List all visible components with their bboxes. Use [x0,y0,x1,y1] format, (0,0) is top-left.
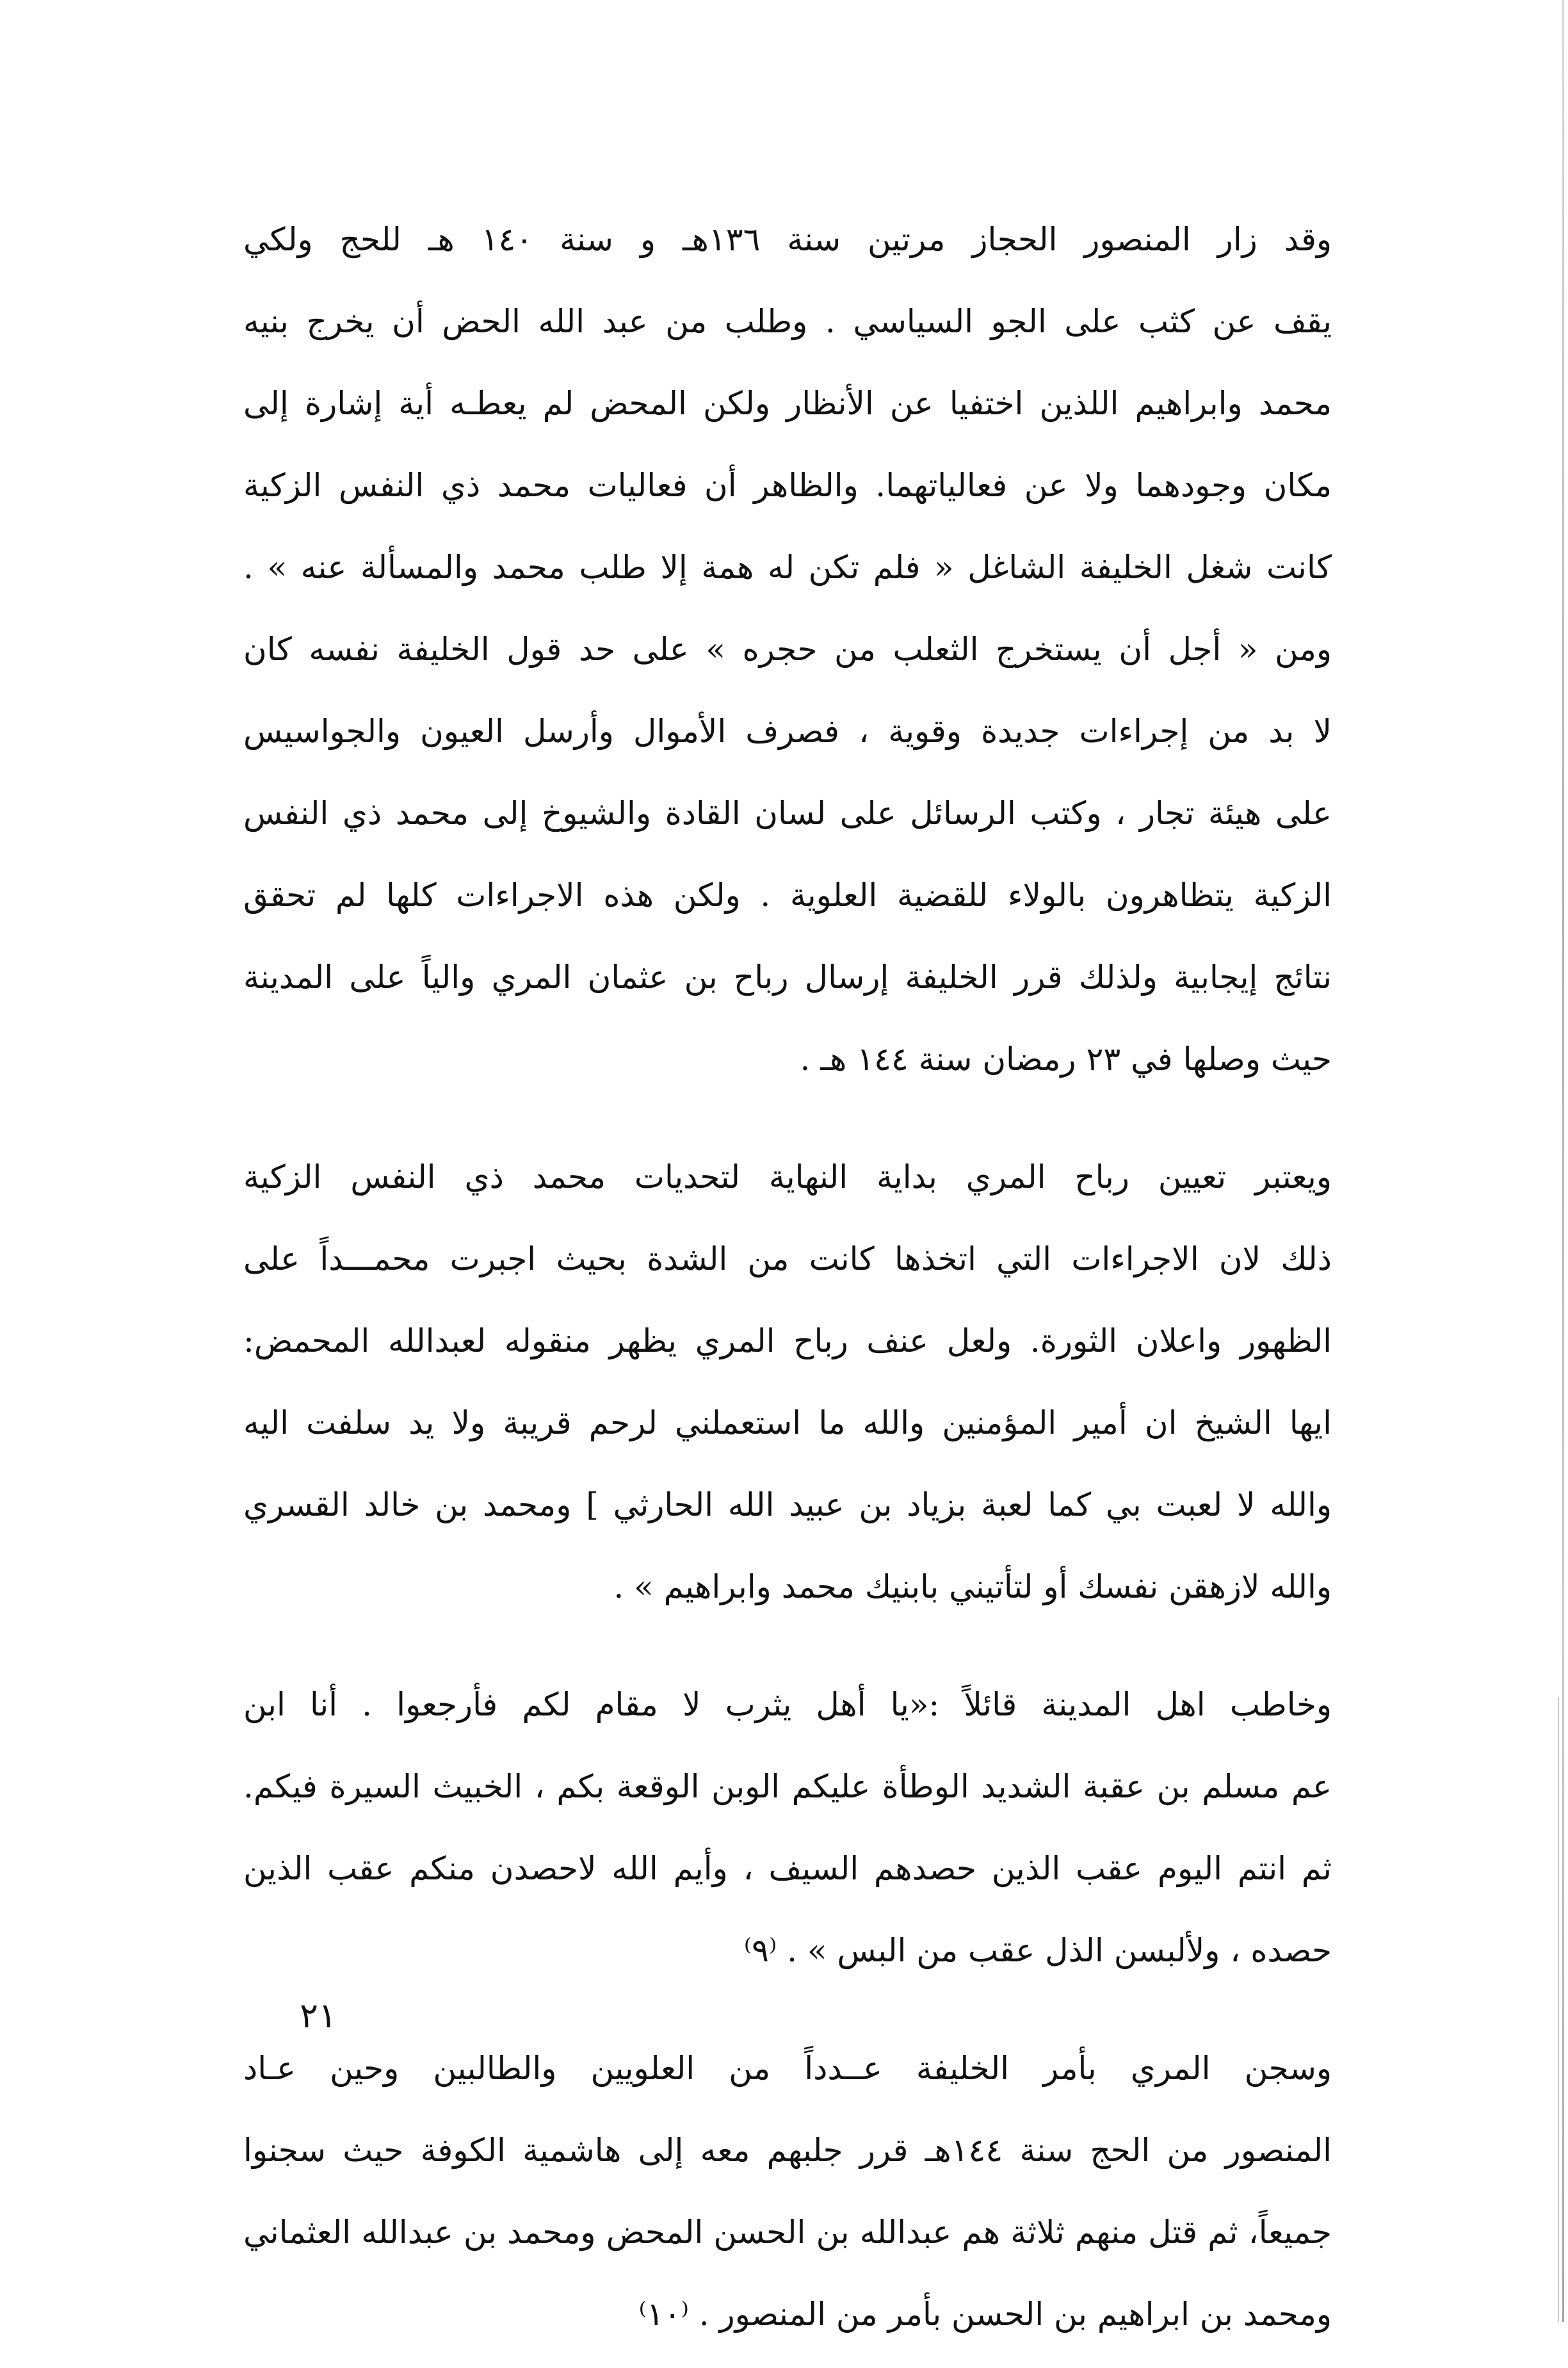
paragraph-4 [243,2027,1332,2355]
text-line: عم مسلم بن عقبة الشديد الوطأة عليكم الوبن الوقعة بكم ، الخبيث السيرة فيكم. [243,1768,1332,1805]
text-line: على هيئة تجار ، وكتب الرسائل على لسان القادة والشيوخ إلى محمد ذي النفس [243,795,1332,832]
text-line: وقد زار المنصور الحجاز مرتين سنة ١٣٦هـ و سنة ١٤٠ هـ للحج ولكي [243,221,1332,258]
text-line: الزكية يتظاهرون بالولاء للقضية العلوية . ولكن هذه الاجراءات كلها لم تحقق [243,877,1332,914]
text-line: وسجن المري بأمر الخليفة عــدداً من العلويين والطالبين وحين عـاد [243,2050,1332,2087]
paragraph-gap [243,2004,1332,2027]
text-line: الظهور واعلان الثورة. ولعل عنف رباح المري يظهر منقوله لعبدالله المحمض: [243,1322,1332,1359]
text-line: نتائج إيجابية ولذلك قرر الخليفة إرسال رباح بن عثمان المري والياً على المدينة [243,959,1332,996]
text-line: ذلك لان الاجراءات التي اتخذها كانت من الشدة بحيث اجبرت محمـــداً على [243,1240,1332,1277]
paragraph-2 [243,1136,1332,1628]
text-line: ثم انتم اليوم عقب الذين حصدهم السيف ، وأيم الله لاحصدن منكم عقب الذين [243,1850,1332,1887]
text-line: حصده ، ولألبسن الذل عقب من البس » . ⁽٩⁾ [743,1932,1332,1969]
text-line: كانت شغل الخليفة الشاغل « فلم تكن له همة إلا طلب محمد والمسألة عنه » . [243,549,1332,586]
text-line: حيث وصلها في ٢٣ رمضان سنة ١٤٤ هـ . [800,1041,1332,1078]
paragraph-gap [243,1641,1332,1664]
text-line: ومحمد بن ابراهيم بن الحسن بأمر من المنصور . ⁽١٠⁾ [638,2296,1332,2333]
text-line: محمد وابراهيم اللذين اختفيا عن الأنظار ولكن المحض لم يعطـه أية إشارة إلى [243,385,1332,422]
text-line: والله لازهقن نفسك أو لتأتيني بابنيك محمد وابراهيم » . [613,1568,1332,1605]
text-line: جميعاً، ثم قتل منهم ثلاثة هم عبدالله بن الحسن المحض ومحمد بن عبدالله العثماني [243,2214,1332,2251]
text-line: ومن « أجل أن يستخرج الثعلب من حجره » على حد قول الخليفة نفسه كان [243,631,1332,668]
text-line: يقف عن كثب على الجو السياسي . وطلب من عبد الله الحض أن يخرج بنيه [243,303,1332,340]
text-line: المنصور من الحج سنة ١٤٤هـ قرر جلبهم معه إلى هاشمية الكوفة حيث سجنوا [243,2132,1332,2169]
text-line: وخاطب اهل المدينة قائلاً :«يا أهل يثرب لا مقام لكم فأرجعوا . أنا ابن [243,1686,1332,1723]
text-line: ويعتبر تعيين رباح المري بداية النهاية لتحديات محمد ذي النفس الزكية [243,1158,1332,1196]
paragraph-3 [243,1664,1332,1991]
page-number: ٢١ [300,1995,337,2036]
paragraph-gap [243,1113,1332,1136]
text-line: لا بد من إجراءات جديدة وقوية ، فصرف الأموال وأرسل العيون والجواسيس [243,713,1332,750]
text-line: مكان وجودهما ولا عن فعالياتهما. والظاهر أن فعاليات محمد ذي النفس الزكية [243,467,1332,504]
text-line: ايها الشيخ ان أمير المؤمنين والله ما استعملني لرحم قريبة ولا يد سلفت اليه [243,1404,1332,1441]
paragraph-1 [243,199,1332,1100]
scan-edge-line-secondary [1558,1697,1559,2322]
text-line: والله لا لعبت بي كما لعبة بزياد بن عبيد الله الحارثي ] ومحمد بن خالد القسري [243,1486,1332,1523]
body-text [243,199,1332,2368]
scan-edge-line [1562,0,1564,2322]
